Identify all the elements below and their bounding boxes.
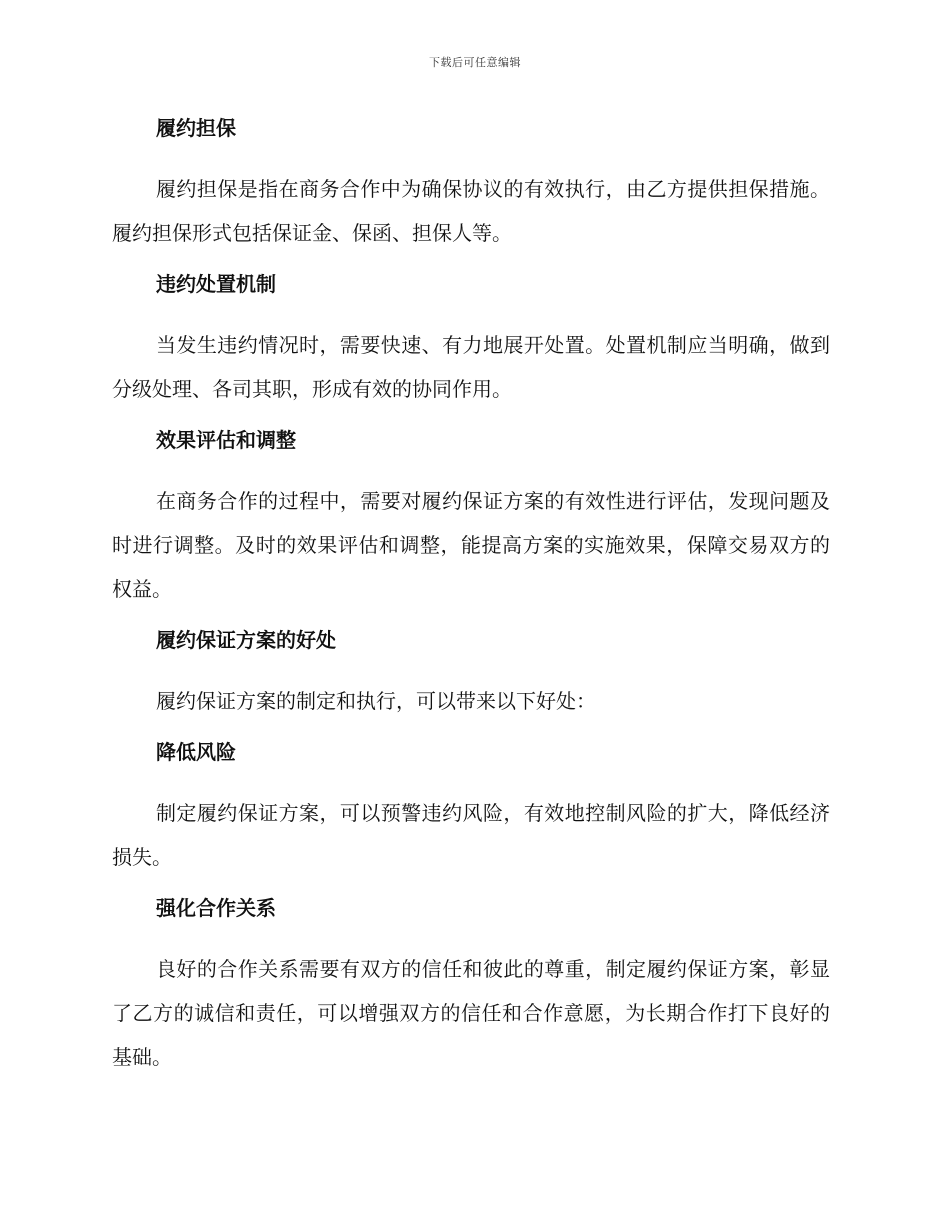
section-body-performance-guarantee: 履约担保是指在商务合作中为确保协议的有效执行，由乙方提供担保措施。履约担保形式包括保证金、保函、担保人等。	[112, 177, 830, 245]
section-body-benefits: 履约保证方案的制定和执行，可以带来以下好处：	[156, 689, 596, 713]
document-body	[112, 112, 830, 1092]
section-heading-evaluation: 效果评估和调整	[156, 428, 296, 452]
section-heading-strengthen-cooperation: 强化合作关系	[156, 896, 276, 920]
section-body-breach-handling: 当发生违约情况时，需要快速、有力地展开处置。处置机制应当明确，做到分级处理、各司其职，形成有效的协同作用。	[112, 333, 830, 401]
section-heading-performance-guarantee: 履约担保	[156, 116, 236, 140]
header-note: 下载后可任意编辑	[429, 56, 521, 69]
section-body-reduce-risk: 制定履约保证方案，可以预警违约风险，有效地控制风险的扩大，降低经济损失。	[112, 801, 830, 869]
section-body-strengthen-cooperation: 良好的合作关系需要有双方的信任和彼此的尊重，制定履约保证方案，彰显了乙方的诚信和责任，可以增强双方的信任和合作意愿，为长期合作打下良好的基础。	[112, 957, 830, 1069]
section-body-evaluation: 在商务合作的过程中，需要对履约保证方案的有效性进行评估，发现问题及时进行调整。及时的效果评估和调整，能提高方案的实施效果，保障交易双方的权益。	[112, 489, 830, 601]
section-heading-benefits: 履约保证方案的好处	[156, 628, 336, 652]
section-heading-reduce-risk: 降低风险	[156, 740, 236, 764]
section-heading-breach-handling: 违约处置机制	[156, 272, 276, 296]
